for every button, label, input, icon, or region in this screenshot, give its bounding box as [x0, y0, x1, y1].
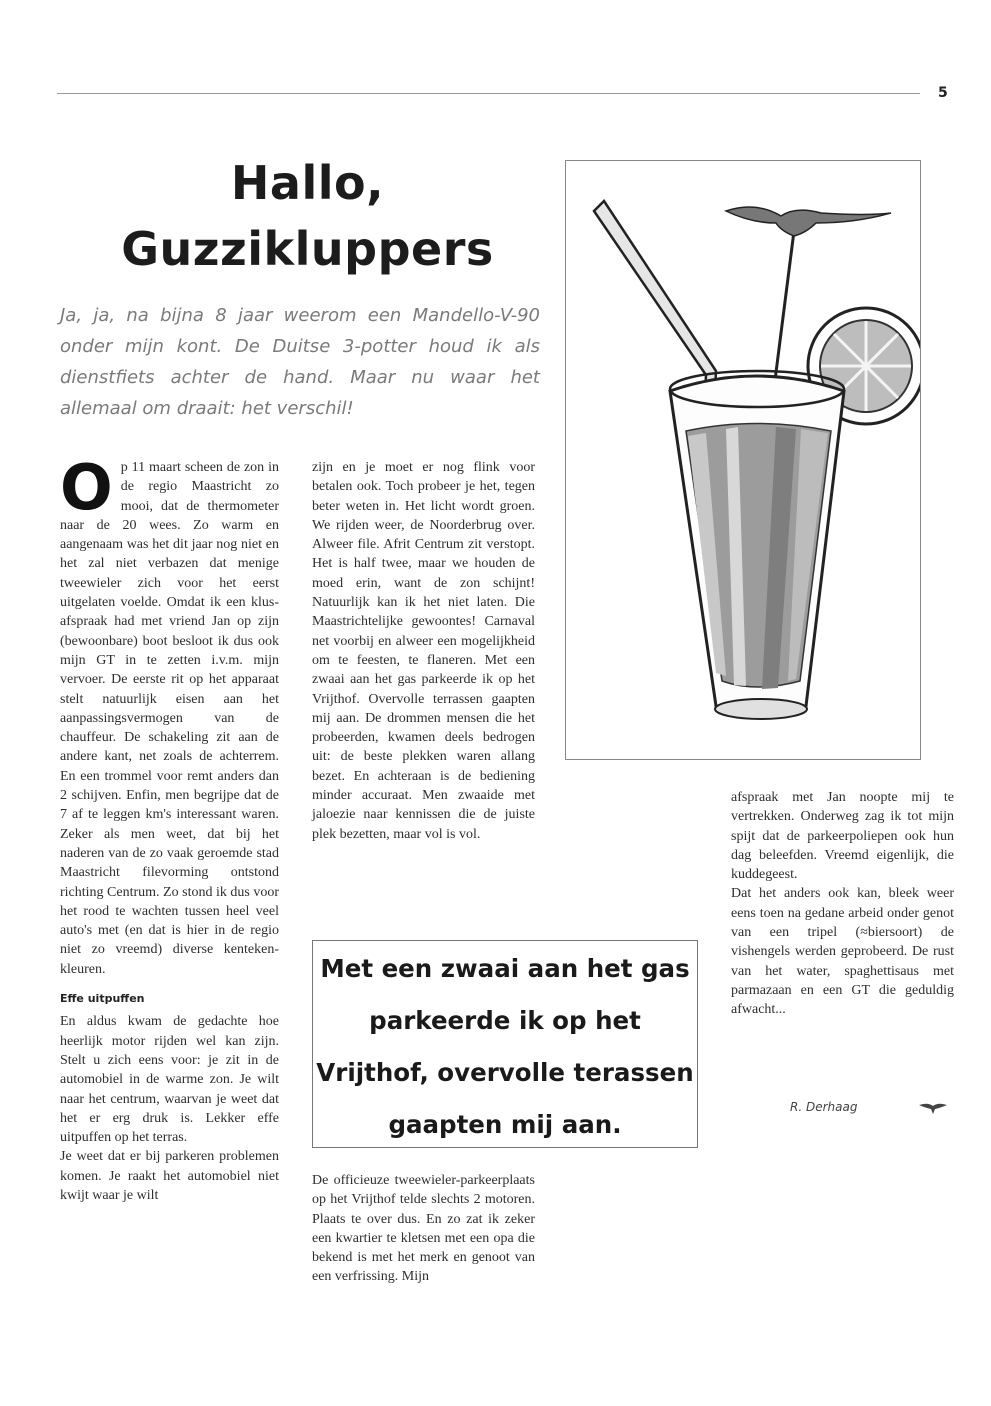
author-byline: R. Derhaag: [790, 1100, 858, 1114]
paragraph: Dat het anders ook kan, bleek weer eens toen na gedane arbeid onder genot van een tripel (≈biersoort) de vishengels werden geprobeerd. De rust van het water, spaghettisaus met parmazaan en een GT die geduldig afwacht...: [731, 886, 954, 1018]
eagle-logo-icon: [918, 1100, 948, 1116]
article-lead: Ja, ja, na bijna 8 jaar weerom een Mandello-V-90 onder mijn kont. De Duitse 3-potter houd ik als dienstfiets achter de hand. Maar nu waar het allemaal om draait: het verschil!: [60, 305, 540, 419]
header-rule: [57, 93, 920, 94]
article-title: [60, 150, 555, 282]
paragraph: En aldus kwam de gedachte hoe heerlijk motor rijden wel kan zijn. Stelt u zich eens voor: je zit in de automobiel in de warme zon. Je wilt naar het centrum, waarvan je weet dat het er erg druk is. Lekker effe uitpuffen op het terras.: [60, 1014, 279, 1146]
column-2-bottom: [312, 1171, 535, 1287]
title-line-2: Guzzikluppers: [121, 222, 494, 276]
pull-quote: Met een zwaai aan het gas parkeerde ik op het Vrijthof, overvolle terassen gaapten mij aan.: [312, 940, 698, 1148]
paragraph: [60, 451, 279, 979]
paragraph: afspraak met Jan noopte mij te vertrekken. Onderweg zag ik tot mijn spijt dat de parkeerpoliepen ook hun dag beleefden. Vreemd eigenlijk, die kuddegeest.: [731, 790, 954, 883]
page-number: 5: [938, 85, 948, 101]
cocktail-illustration: [565, 160, 921, 760]
column-2-top: [312, 458, 535, 844]
subheading: Effe uitpuffen: [60, 992, 145, 1006]
paragraph: Je weet dat er bij parkeren problemen komen. Je raakt het automobiel niet kwijt waar je wilt: [60, 1149, 279, 1203]
paragraph: De officieuze tweewieler-parkeerplaats op het Vrijthof telde slechts 2 motoren. Plaats te over dus. En zo zat ik zeker een kwartier te kletsen met een opa die bekend is met het merk en genoot van een verfrissing. Mijn: [312, 1173, 535, 1285]
title-line-1: Hallo,: [230, 156, 385, 210]
cocktail-glass-illustration-icon: [566, 161, 920, 759]
paragraph: zijn en je moet er nog flink voor betalen ook. Toch probeer je het, tegen beter weten in. Het licht wordt groen. We rijden weer, de Noorderbrug over. Alweer file. Afrit Centrum zit verstopt. Het is half twee, maar we houden de moed erin, want de zon schijnt! Natuurlijk kan ik het niet laten. Die Maastrichtelijke gewoontes! Carnaval net voorbij en alweer een mogelijkheid om te feesten, te flaneren. Met een zwaai aan het gas parkeerde ik op het Vrijthof. Overvolle terrassen gaapten mij aan. De drommen mensen die het probeerden, kwamen deels bedrogen uit: de beste plekken waren allang bezet. En achteraan is de bediening minder accuraat. Men zwaaide met jaloezie naar kennissen die de juiste plek bezetten, maar vol is vol.: [312, 460, 535, 842]
column-3: [731, 788, 954, 1020]
column-1: [60, 451, 279, 1205]
drop-cap: O: [60, 451, 113, 524]
paragraph-text: p 11 maart scheen de zon in de regio Maastricht zo mooi, dat de thermometer naar de 20 wees. Zo warm en aangenaam was het dit jaar nog niet en het zal niet verbazen dat menige tweewieler zich voor het eerst uitgelaten voelde. Omdat ik een klus-afspraak had met vriend Jan op zijn (bewoonbare) boot besloot ik dus ook mijn GT in te zetten i.v.m. mijn vervoer. De eerste rit op het apparaat stelt natuurlijk eisen aan het aanpassingsvermogen van de chauffeur. De schakeling zit aan de andere kant, net zoals de achterrem. En een trommel voor remt anders dan 2 schijven. Enfin, men begrijpe dat de 7 af te leggen km's interessant waren. Zeker als men weet, dat bij het naderen van de zo vaak geroemde stad Maastricht filevorming ontstond richting Centrum. Zo stond ik dus voor het rood te wachten tussen heel veel auto's met (en dat is hier in de regio niet zo vreemd) diverse kenteken-kleuren.: [60, 460, 279, 977]
